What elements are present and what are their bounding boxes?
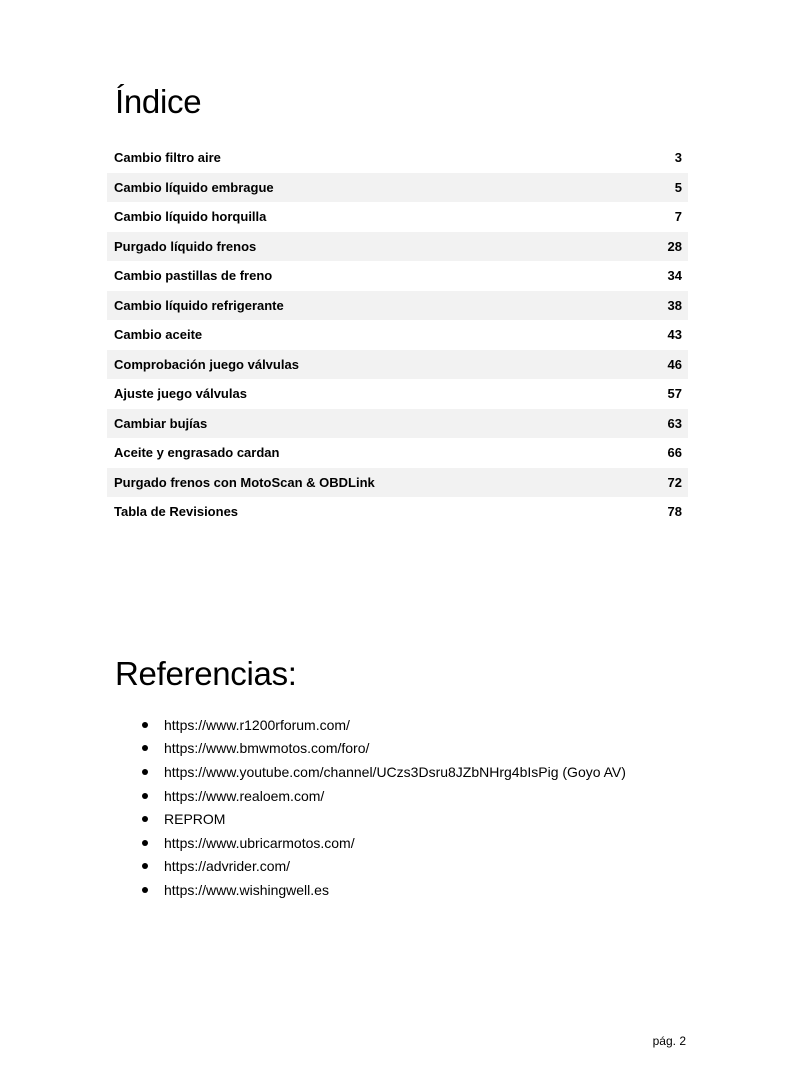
toc-entry[interactable] [107,291,688,321]
toc-entry-label: Cambio líquido horquilla [114,209,267,225]
toc-entry[interactable] [107,438,688,468]
toc-entry-label: Cambio aceite [114,327,203,343]
toc-entry-page: 5 [674,179,682,195]
toc-entry[interactable] [107,202,688,232]
reference-item [140,855,626,879]
toc-entry-label: Cambio líquido refrigerante [114,297,284,313]
toc-entry-label: Purgado frenos con MotoScan & OBDLink [114,474,375,490]
reference-link[interactable]: https://www.bmwmotos.com/foro/ [164,740,370,757]
reference-link[interactable]: https://www.ubricarmotos.com/ [164,834,355,851]
reference-item [140,760,626,784]
toc-entry-page: 43 [667,327,682,343]
toc-entry-label: Cambio líquido embrague [114,179,274,195]
reference-item [140,807,626,831]
toc-entry-page: 3 [674,150,682,166]
toc-entry-label: Cambiar bujías [114,415,208,431]
bullet-icon [142,769,148,775]
bullet-icon [142,840,148,846]
toc-entry-label: Ajuste juego válvulas [114,386,247,402]
references-list [140,713,626,902]
toc-entry[interactable] [107,350,688,380]
toc-title: Índice [115,83,202,120]
toc-entry[interactable] [107,173,688,203]
bullet-icon [142,887,148,893]
reference-text: REPROM [164,811,226,828]
toc-entry-label: Comprobación juego válvulas [114,356,299,372]
toc-entry-label: Purgado líquido frenos [114,238,257,254]
reference-item [140,878,626,902]
reference-link[interactable]: https://advrider.com/ [164,858,291,875]
toc-entry-label: Aceite y engrasado cardan [114,445,280,461]
toc-entry-page: 63 [667,415,682,431]
page-number: pág. 2 [652,1034,686,1048]
table-of-contents [107,143,688,527]
toc-entry-page: 72 [667,474,682,490]
toc-entry-page: 66 [667,445,682,461]
reference-item [140,831,626,855]
bullet-icon [142,863,148,869]
toc-entry[interactable] [107,497,688,527]
toc-entry[interactable] [107,409,688,439]
reference-item [140,713,626,737]
bullet-icon [142,745,148,751]
toc-entry[interactable] [107,468,688,498]
reference-link[interactable]: https://www.wishingwell.es [164,881,329,898]
toc-entry[interactable] [107,261,688,291]
reference-item [140,784,626,808]
bullet-icon [142,722,148,728]
toc-entry-label: Cambio pastillas de freno [114,268,273,284]
toc-entry[interactable] [107,232,688,262]
reference-link[interactable]: https://www.r1200rforum.com/ [164,716,350,733]
reference-link[interactable]: https://www.youtube.com/channel/UCzs3Dsru8JZbNHrg4bIsPig (Goyo AV) [164,763,626,780]
bullet-icon [142,793,148,799]
toc-entry-label: Cambio filtro aire [114,150,221,166]
toc-entry[interactable] [107,379,688,409]
references-title: Referencias: [115,655,297,692]
toc-entry-page: 78 [667,504,682,520]
toc-entry-page: 34 [667,268,682,284]
toc-entry-page: 57 [667,386,682,402]
toc-entry-page: 7 [674,209,682,225]
reference-link[interactable]: https://www.realoem.com/ [164,787,325,804]
toc-entry-page: 28 [667,238,682,254]
reference-item [140,737,626,761]
toc-entry-page: 38 [667,297,682,313]
toc-entry-page: 46 [667,356,682,372]
toc-entry[interactable] [107,143,688,173]
toc-entry[interactable] [107,320,688,350]
toc-entry-label: Tabla de Revisiones [114,504,239,520]
bullet-icon [142,816,148,822]
